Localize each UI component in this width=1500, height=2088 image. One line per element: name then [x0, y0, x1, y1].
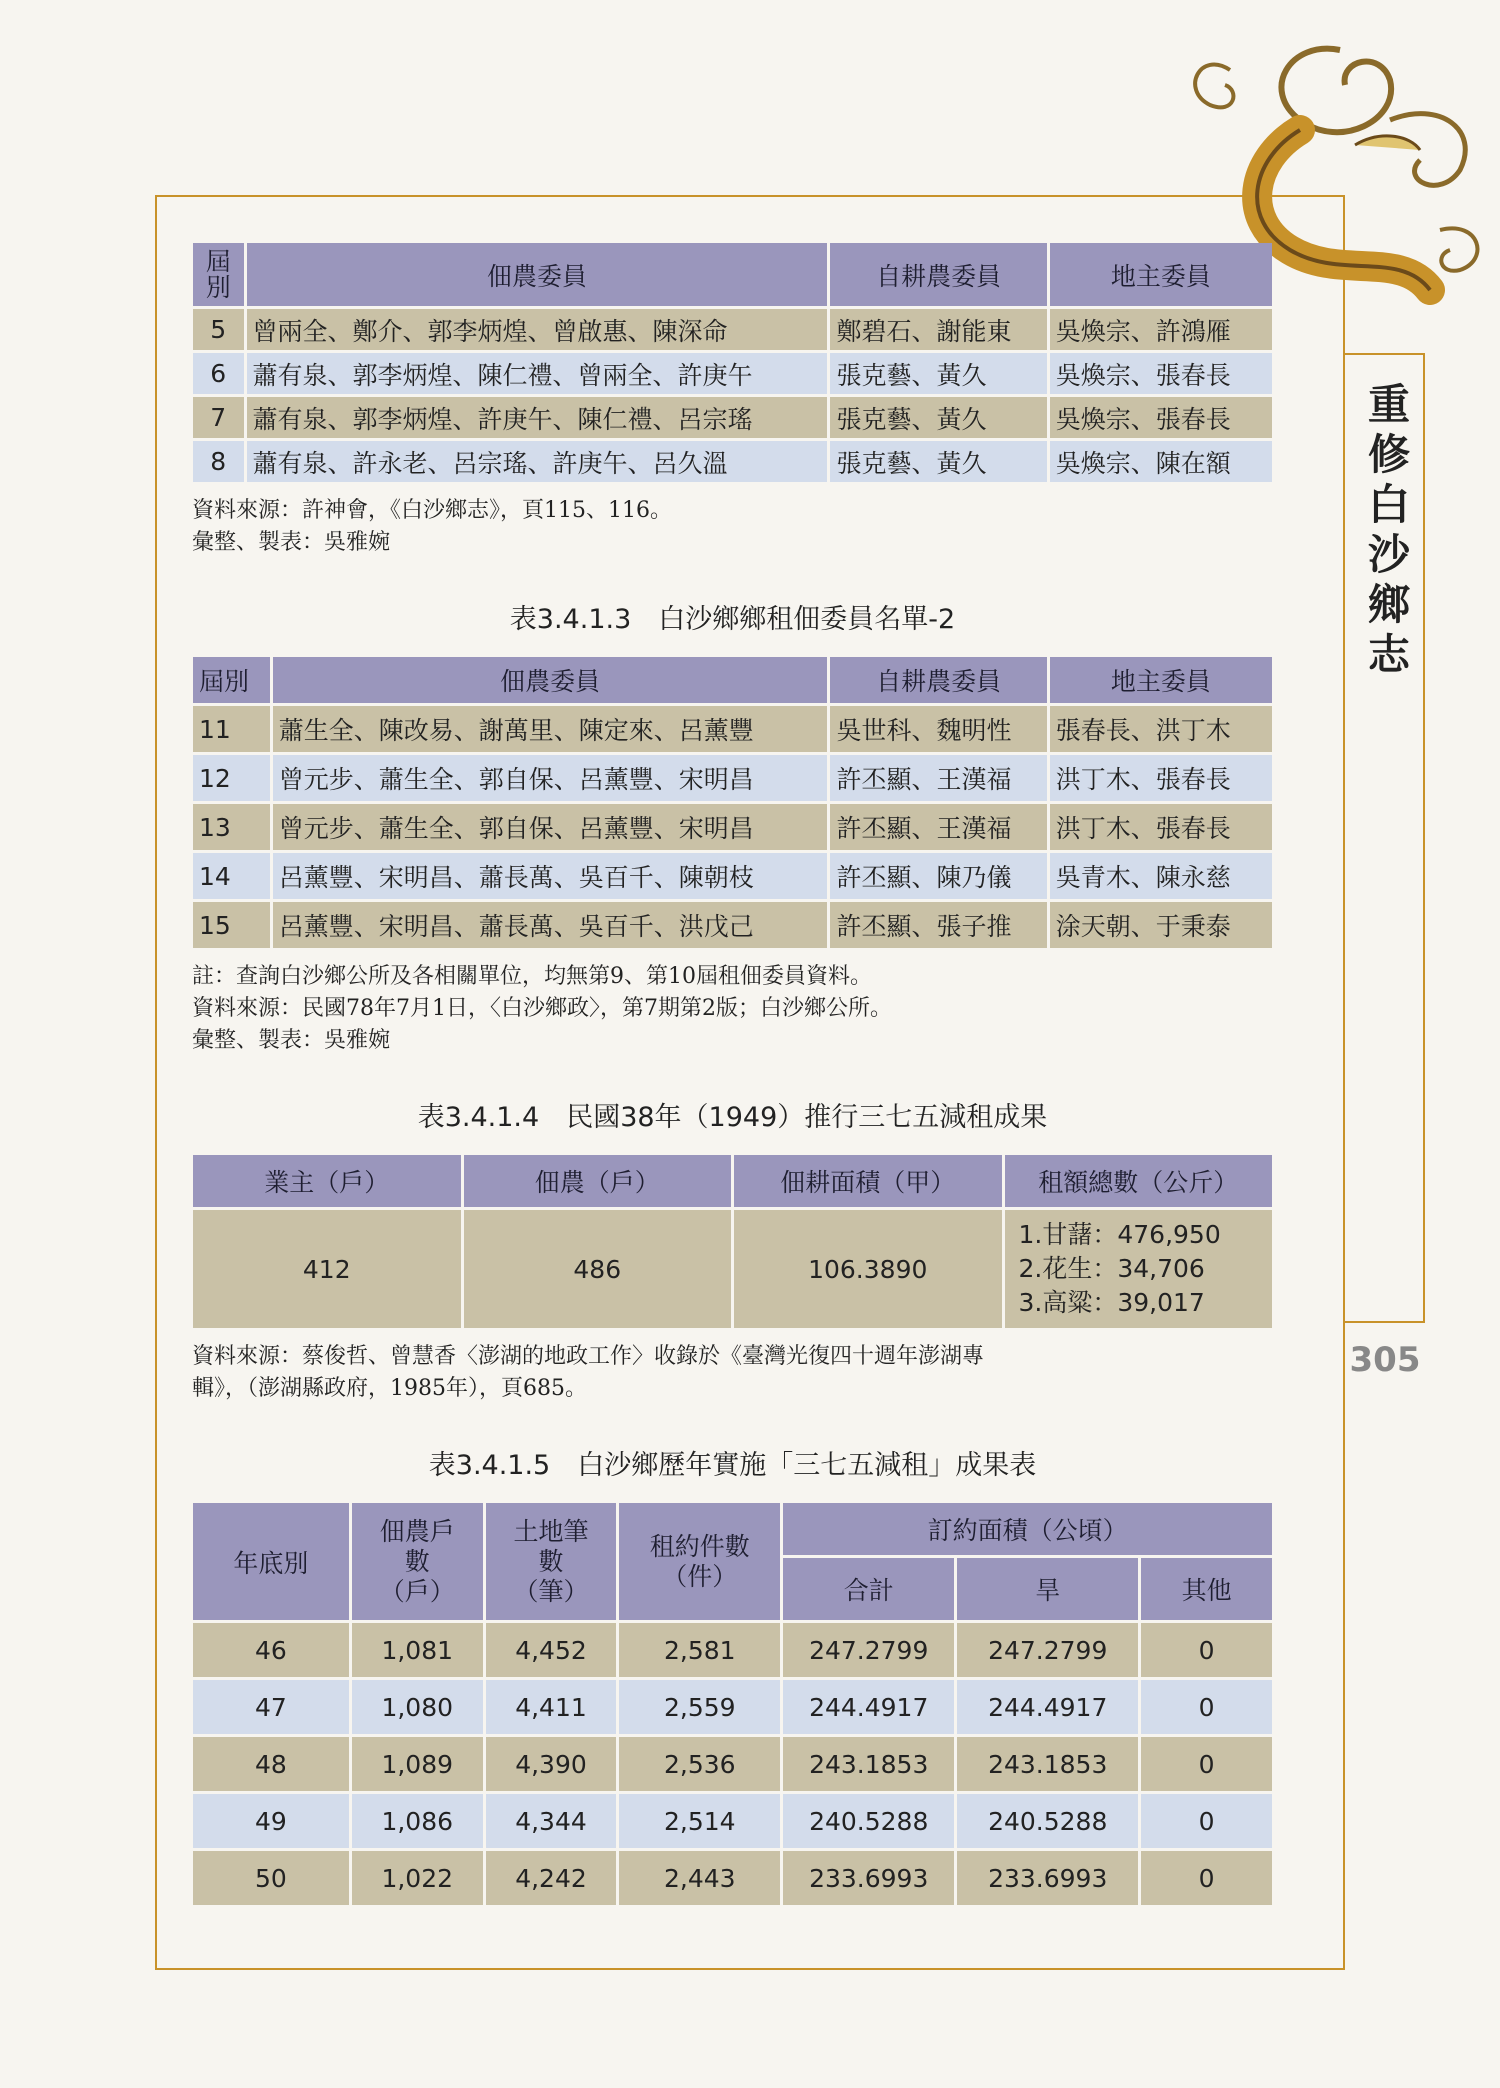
- cell-landlord-members: 涂天朝、于秉泰: [1050, 902, 1272, 948]
- cell-term: 6: [193, 353, 244, 394]
- table3-caption: 表3.4.1.4 民國38年（1949）推行三七五減租成果: [417, 1102, 1048, 1133]
- cell-tenant-members: 呂薰豐、宋明昌、蕭長萬、吳百千、陳朝枝: [273, 853, 828, 899]
- cell-year: 46: [193, 1623, 349, 1677]
- cell-owner-farmer-members: 張克藝、黃久: [830, 353, 1046, 394]
- table2-caption: 表3.4.1.3 白沙鄉鄉租佃委員名單-2: [509, 604, 956, 635]
- table-row: [193, 755, 1272, 801]
- source-line: 資料來源：民國78年7月1日，〈白沙鄉政〉，第7期第2版；白沙鄉公所。: [192, 996, 892, 1021]
- page-number: 305: [1349, 1340, 1421, 1380]
- cell-tenant-members: 蕭有泉、郭李炳煌、許庚午、陳仁禮、呂宗瑤: [247, 397, 828, 438]
- header-dry: 旱: [957, 1558, 1138, 1620]
- cell-landlord-members: 吳煥宗、許鴻雁: [1050, 309, 1272, 350]
- source-line: 資料來源：蔡俊哲、曾慧香〈澎湖的地政工作〉收錄於《臺灣光復四十週年澎湖專: [192, 1344, 985, 1369]
- cell-area: 106.3890: [734, 1210, 1002, 1328]
- compiler-line: 彙整、製表：吳雅婉: [192, 1028, 391, 1053]
- cell-landlord-members: 張春長、洪丁木: [1050, 706, 1272, 752]
- cell-owner-farmer-members: 張克藝、黃久: [830, 441, 1046, 482]
- cell-total-area: 244.4917: [783, 1680, 954, 1734]
- cell-year: 49: [193, 1794, 349, 1848]
- cell-other-area: 0: [1141, 1680, 1272, 1734]
- cell-tenant-households: 1,081: [352, 1623, 483, 1677]
- header-line: （戶）: [379, 1576, 455, 1606]
- cell-dry-area: 233.6993: [957, 1851, 1138, 1905]
- cell-land-parcels: 4,411: [486, 1680, 617, 1734]
- committee-table-2: [190, 654, 1275, 951]
- table1-source: [192, 495, 1275, 559]
- header-other: 其他: [1141, 1558, 1272, 1620]
- table-row: [193, 1623, 1272, 1677]
- table2-source: [192, 961, 1275, 1057]
- header-term: 屆別: [193, 243, 244, 306]
- rent-reduction-yearly-table: [190, 1500, 1275, 1908]
- cell-tenant-households: 1,080: [352, 1680, 483, 1734]
- cell-owner-farmer-members: 許丕顯、王漢福: [830, 755, 1046, 801]
- table-row: [193, 1210, 1272, 1328]
- header-tenant-households: [352, 1503, 483, 1620]
- page-content: [190, 240, 1275, 1908]
- header-tenancy-area: 佃耕面積（甲）: [734, 1155, 1002, 1207]
- cell-year: 50: [193, 1851, 349, 1905]
- cell-tenant-households: 1,089: [352, 1737, 483, 1791]
- cell-rent: [1005, 1210, 1273, 1328]
- committee-table-1: [190, 240, 1275, 485]
- cell-contracts: 2,581: [619, 1623, 780, 1677]
- cell-term: 5: [193, 309, 244, 350]
- table-row: [193, 353, 1272, 394]
- header-owner-farmer-members: 自耕農委員: [830, 243, 1046, 306]
- cell-landlord-members: 洪丁木、張春長: [1050, 804, 1272, 850]
- table-row: [193, 1680, 1272, 1734]
- header-owner-farmer-members: 自耕農委員: [830, 657, 1046, 703]
- rent-line-sweet-potato: 1.甘藷：476,950: [1018, 1220, 1221, 1249]
- header-tenant-members: 佃農委員: [247, 243, 828, 306]
- cell-term: 7: [193, 397, 244, 438]
- header-land-parcels: [486, 1503, 617, 1620]
- table-row: [193, 441, 1272, 482]
- rent-line-sorghum: 3.高粱：39,017: [1018, 1288, 1205, 1317]
- table-row: [193, 706, 1272, 752]
- cell-year: 47: [193, 1680, 349, 1734]
- header-line: 數: [538, 1546, 564, 1576]
- table-row: [193, 309, 1272, 350]
- header-landlord-members: 地主委員: [1050, 243, 1272, 306]
- rent-line-peanut: 2.花生：34,706: [1018, 1254, 1205, 1283]
- header-line: （件）: [662, 1561, 738, 1591]
- cell-contracts: 2,559: [619, 1680, 780, 1734]
- table-row: [193, 902, 1272, 948]
- side-title: 重修白沙鄉志: [1368, 380, 1411, 679]
- cell-contracts: 2,514: [619, 1794, 780, 1848]
- table4-caption: 表3.4.1.5 白沙鄉歷年實施「三七五減租」成果表: [428, 1450, 1037, 1481]
- cell-term: 8: [193, 441, 244, 482]
- cell-tenant-households: 1,086: [352, 1794, 483, 1848]
- cell-tenants: 486: [464, 1210, 732, 1328]
- cell-owner-farmer-members: 張克藝、黃久: [830, 397, 1046, 438]
- header-landlord-members: 地主委員: [1050, 657, 1272, 703]
- header-line: 佃農戶: [379, 1516, 455, 1546]
- cell-landlord-members: 吳煥宗、張春長: [1050, 353, 1272, 394]
- cell-tenant-members: 蕭生全、陳改易、謝萬里、陳定來、呂薰豐: [273, 706, 828, 752]
- header-rent-total: 租額總數（公斤）: [1005, 1155, 1273, 1207]
- cell-term: 13: [193, 804, 270, 850]
- header-total: 合計: [783, 1558, 954, 1620]
- compiler-line: 彙整、製表：吳雅婉: [192, 530, 391, 555]
- source-line: 輯》，（澎湖縣政府，1985年），頁685。: [192, 1376, 587, 1401]
- cell-total-area: 240.5288: [783, 1794, 954, 1848]
- cell-owner-farmer-members: 許丕顯、王漢福: [830, 804, 1046, 850]
- cell-other-area: 0: [1141, 1623, 1272, 1677]
- cell-contracts: 2,443: [619, 1851, 780, 1905]
- header-line: 土地筆: [513, 1516, 589, 1546]
- cell-other-area: 0: [1141, 1794, 1272, 1848]
- cell-year: 48: [193, 1737, 349, 1791]
- note-line: 註：查詢白沙鄉公所及各相關單位，均無第9、第10屆租佃委員資料。: [192, 964, 872, 989]
- cell-term: 11: [193, 706, 270, 752]
- header-tenant-members: 佃農委員: [273, 657, 828, 703]
- table-row: [193, 804, 1272, 850]
- header-line: 數: [404, 1546, 430, 1576]
- cell-land-parcels: 4,242: [486, 1851, 617, 1905]
- table-row: [193, 853, 1272, 899]
- cell-tenant-members: 曾元步、蕭生全、郭自保、呂薰豐、宋明昌: [273, 755, 828, 801]
- source-line: 資料來源：許神會，《白沙鄉志》，頁115、116。: [192, 498, 672, 523]
- cell-owner-farmer-members: 許丕顯、張子推: [830, 902, 1046, 948]
- cell-tenant-members: 呂薰豐、宋明昌、蕭長萬、吳百千、洪戊己: [273, 902, 828, 948]
- cell-tenant-households: 1,022: [352, 1851, 483, 1905]
- cell-owner-farmer-members: 許丕顯、陳乃儀: [830, 853, 1046, 899]
- table-row: [193, 1851, 1272, 1905]
- header-year: 年底別: [193, 1503, 349, 1620]
- rent-reduction-1949-table: [190, 1152, 1275, 1331]
- cell-landlord-members: 吳煥宗、陳在額: [1050, 441, 1272, 482]
- cell-landlord-members: 吳青木、陳永慈: [1050, 853, 1272, 899]
- cell-dry-area: 247.2799: [957, 1623, 1138, 1677]
- header-term: 屆別: [193, 657, 270, 703]
- cell-term: 14: [193, 853, 270, 899]
- table-row: [193, 1794, 1272, 1848]
- header-contracts: [619, 1503, 780, 1620]
- cell-term: 12: [193, 755, 270, 801]
- cell-dry-area: 240.5288: [957, 1794, 1138, 1848]
- cell-dry-area: 243.1853: [957, 1737, 1138, 1791]
- table-row: [193, 397, 1272, 438]
- cell-tenant-members: 曾兩全、鄭介、郭李炳煌、曾啟惠、陳深命: [247, 309, 828, 350]
- cell-total-area: 247.2799: [783, 1623, 954, 1677]
- cell-dry-area: 244.4917: [957, 1680, 1138, 1734]
- cell-tenant-members: 蕭有泉、許永老、呂宗瑤、許庚午、呂久溫: [247, 441, 828, 482]
- cell-owner-farmer-members: 鄭碧石、謝能東: [830, 309, 1046, 350]
- header-owners: 業主（戶）: [193, 1155, 461, 1207]
- cell-owners: 412: [193, 1210, 461, 1328]
- cell-other-area: 0: [1141, 1851, 1272, 1905]
- cell-total-area: 233.6993: [783, 1851, 954, 1905]
- header-contract-area: 訂約面積（公頃）: [783, 1503, 1272, 1555]
- cell-landlord-members: 洪丁木、張春長: [1050, 755, 1272, 801]
- cell-owner-farmer-members: 吳世科、魏明性: [830, 706, 1046, 752]
- cell-landlord-members: 吳煥宗、張春長: [1050, 397, 1272, 438]
- table-row: [193, 1737, 1272, 1791]
- header-tenants: 佃農（戶）: [464, 1155, 732, 1207]
- cell-tenant-members: 蕭有泉、郭李炳煌、陳仁禮、曾兩全、許庚午: [247, 353, 828, 394]
- table3-source: [192, 1341, 1275, 1405]
- cell-land-parcels: 4,452: [486, 1623, 617, 1677]
- cell-total-area: 243.1853: [783, 1737, 954, 1791]
- cell-tenant-members: 曾元步、蕭生全、郭自保、呂薰豐、宋明昌: [273, 804, 828, 850]
- header-line: （筆）: [513, 1576, 589, 1606]
- cell-term: 15: [193, 902, 270, 948]
- cell-contracts: 2,536: [619, 1737, 780, 1791]
- cell-land-parcels: 4,344: [486, 1794, 617, 1848]
- header-line: 租約件數: [649, 1531, 750, 1561]
- cell-other-area: 0: [1141, 1737, 1272, 1791]
- cell-land-parcels: 4,390: [486, 1737, 617, 1791]
